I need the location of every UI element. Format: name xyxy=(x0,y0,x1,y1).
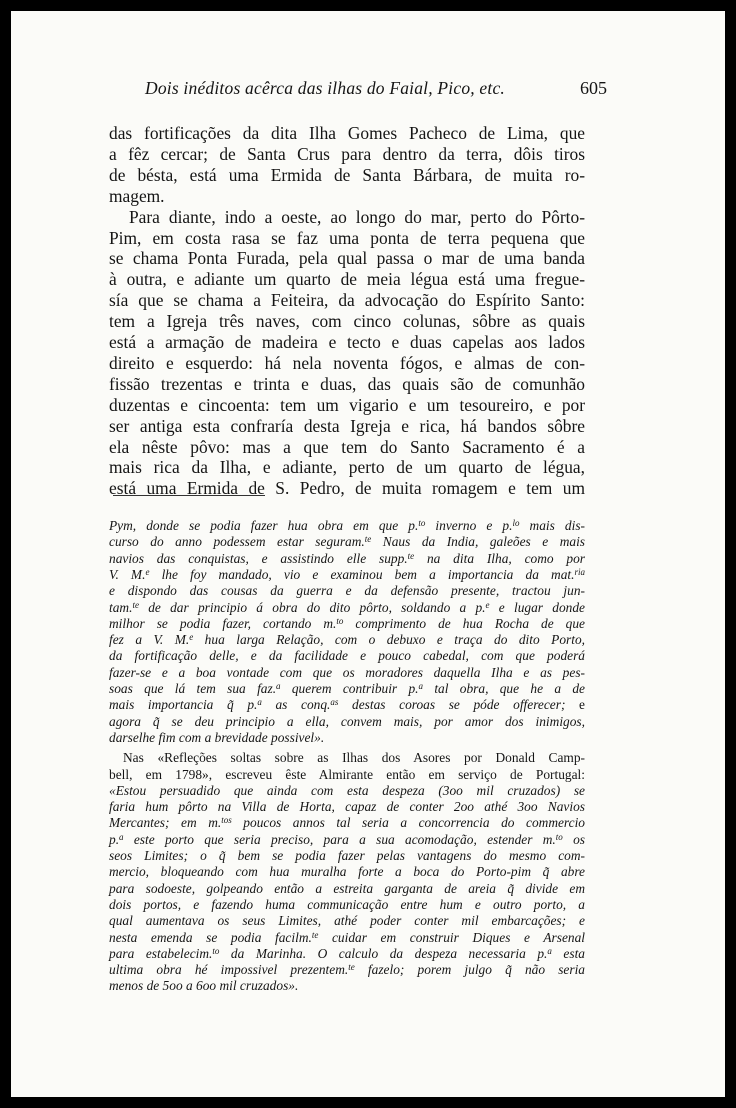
body-line: ser antiga esta confraría desta Igreja e rica, há bandos sôbre xyxy=(109,415,585,436)
footnote-line: curso do anno podessem estar seguram.$^{te}$ Naus da India, galeões e mais xyxy=(109,534,585,550)
footnote-line: V. M.$^e$ lhe foy mandado, vio e examinou bem a importancia da mat.$^{ria}$ xyxy=(109,566,585,582)
footnote-line: Nas «Refleções soltas sobre as Ilhas dos Asores por Donald Camp- xyxy=(123,750,585,766)
footnote-line: Pym, donde se podia fazer hua obra em que p.$^{to}$ inverno e p.$^{lo}$ mais dis- xyxy=(109,518,585,533)
body-line: está a armação de madeira e tecto e duas capelas aos lados xyxy=(109,332,585,352)
footnote-line: para sodoeste, golpeando então a estreita garganta de areia q̃ divide em xyxy=(109,880,585,896)
footnote-line: para estabelecim.$^{to}$ da Marinha. O calculo da despeza necessaria p.$^a$ esta xyxy=(109,945,586,961)
footnote-line: e dispondo das cousas da guerra e da defensão presente, tractou jun- xyxy=(109,583,585,599)
body-line: ela nêste pôvo: mas a que tem do Santo Sacramento é a xyxy=(109,436,585,457)
body-line: duzentas e cincoenta: tem um vigario e um tesoureiro, e por xyxy=(109,394,585,415)
body-line: a fêz cercar; de Santa Crus para dentro da terra, dôis tiros xyxy=(109,143,585,164)
body-line: mais rica da Ilha, e adiante, perto de um quarto de légua, xyxy=(109,457,585,478)
footnote-line: mais importancia q̃ p.$^a$ as conq.$^{as}$ destas coroas se póde offerecer; e xyxy=(109,697,585,713)
body-line: tem a Igreja três naves, com cinco colunas, sôbre as quais xyxy=(109,311,585,332)
footnote-line: ultima obra hé impossivel prezentem.$^{te}$ fazelo; porem julgo q̃ não seria xyxy=(109,962,586,978)
footnote-line: nesta emenda se podia facilm.$^{te}$ cuidar em construir Diques e Arsenal xyxy=(109,929,585,945)
footnote-line: soas que lá tem sua faz.$^a$ querem contribuir p.$^a$ tal obra, que he a de xyxy=(109,681,585,696)
body-line: Para diante, indo a oeste, ao longo do mar, perto do Pôrto- xyxy=(129,206,585,227)
body-line: de bésta, está uma Ermida de Santa Bárbara, de muita ro- xyxy=(109,164,585,185)
footnote-line: Mercantes; em m.$^{tos}$ poucos annos tal seria a concorrencia do commercio xyxy=(109,815,586,831)
footnote-line: milhor se podia fazer, cortando m.$^{to}$ comprimento de hua Rocha de que xyxy=(109,615,586,631)
footnote-line: seos Limites; o q̃ bem se podia fazer pelas vantagens do mesmo com- xyxy=(109,848,585,863)
body-line: Pim, em costa rasa se faz uma ponta de terra pequena que xyxy=(109,227,585,248)
body-line: sía que se chama a Feiteira, da advocação do Espírito Santo: xyxy=(109,290,585,311)
page-header xyxy=(145,78,607,104)
footnote-line: agora q̃ se deu principio a ella, convem mais, por amor dos inimigos, xyxy=(109,713,585,729)
body-line: das fortificações da dita Ilha Gomes Pacheco de Lima, que xyxy=(109,123,585,143)
footnote-line: navios das conquistas, e assistindo elle supp.$^{te}$ na dita Ilha, como por xyxy=(109,550,586,566)
footnote-line: darselhe fim com a brevidade possivel». xyxy=(109,729,325,745)
footnote-line: faria hum pôrto na Villa de Horta, capaz de conter 2oo athé 3oo Navios xyxy=(109,799,585,815)
book-page xyxy=(11,11,725,1097)
body-line: fissão trezentas e trinta e duas, das quais são de comunhão xyxy=(109,373,585,394)
footnote-line: dois portos, e fazendo huma communicação entre hum e outro porto, a xyxy=(109,896,585,912)
body-line: direito e esquerdo: há nela noventa fógos, e almas de con- xyxy=(109,352,585,373)
page-number: 605 xyxy=(580,78,607,98)
footnote-line: mercio, bloqueando com hua muralha forte a boca do Porto-pim q̃ abre xyxy=(109,864,585,880)
footnote-line: «Estou persuadido que ainda com esta despeza (3oo mil cruzados) se xyxy=(109,782,585,798)
footnote-line: menos de 5oo a 6oo mil cruzados». xyxy=(109,978,299,994)
footnote-line: p.$^a$ este porto que seria preciso, para a sua acomodação, estender m.$^{to}$ os xyxy=(109,831,585,847)
footnote-line: tam.$^{te}$ de dar principio á obra do dito pôrto, soldando a p.$^e$ e lugar donde xyxy=(109,599,585,615)
footnote-rule xyxy=(113,495,265,496)
body-line: magem. xyxy=(109,185,165,206)
footnote-line: bell, em 1798», escreveu êste Almirante então em serviço de Portugal: xyxy=(109,766,585,782)
running-title: Dois inéditos acêrca das ilhas do Faial, Pico, etc. xyxy=(145,78,505,98)
body-line: à outra, e adiante um quarto de meia légua está uma fregue- xyxy=(109,269,585,290)
body-line: está uma Ermida de S. Pedro, de muita romagem e tem um xyxy=(109,478,585,499)
footnote-line: fez a V. M.$^e$ hua larga Relação, com o debuxo e traça do dito Porto, xyxy=(109,632,585,648)
footnote-line: fazer-se e a boa vontade com que os moradores daquella Ilha e as pes- xyxy=(109,664,585,680)
footnote-line: da fortificação delle, e da facilidade e pouco cabedal, com que poderá xyxy=(109,648,585,664)
footnote-line: qual aumentava os seus Limites, athé poder conter mil embarcações; e xyxy=(109,913,585,929)
body-line: se chama Ponta Furada, pela qual passa o mar de uma banda xyxy=(109,248,585,269)
